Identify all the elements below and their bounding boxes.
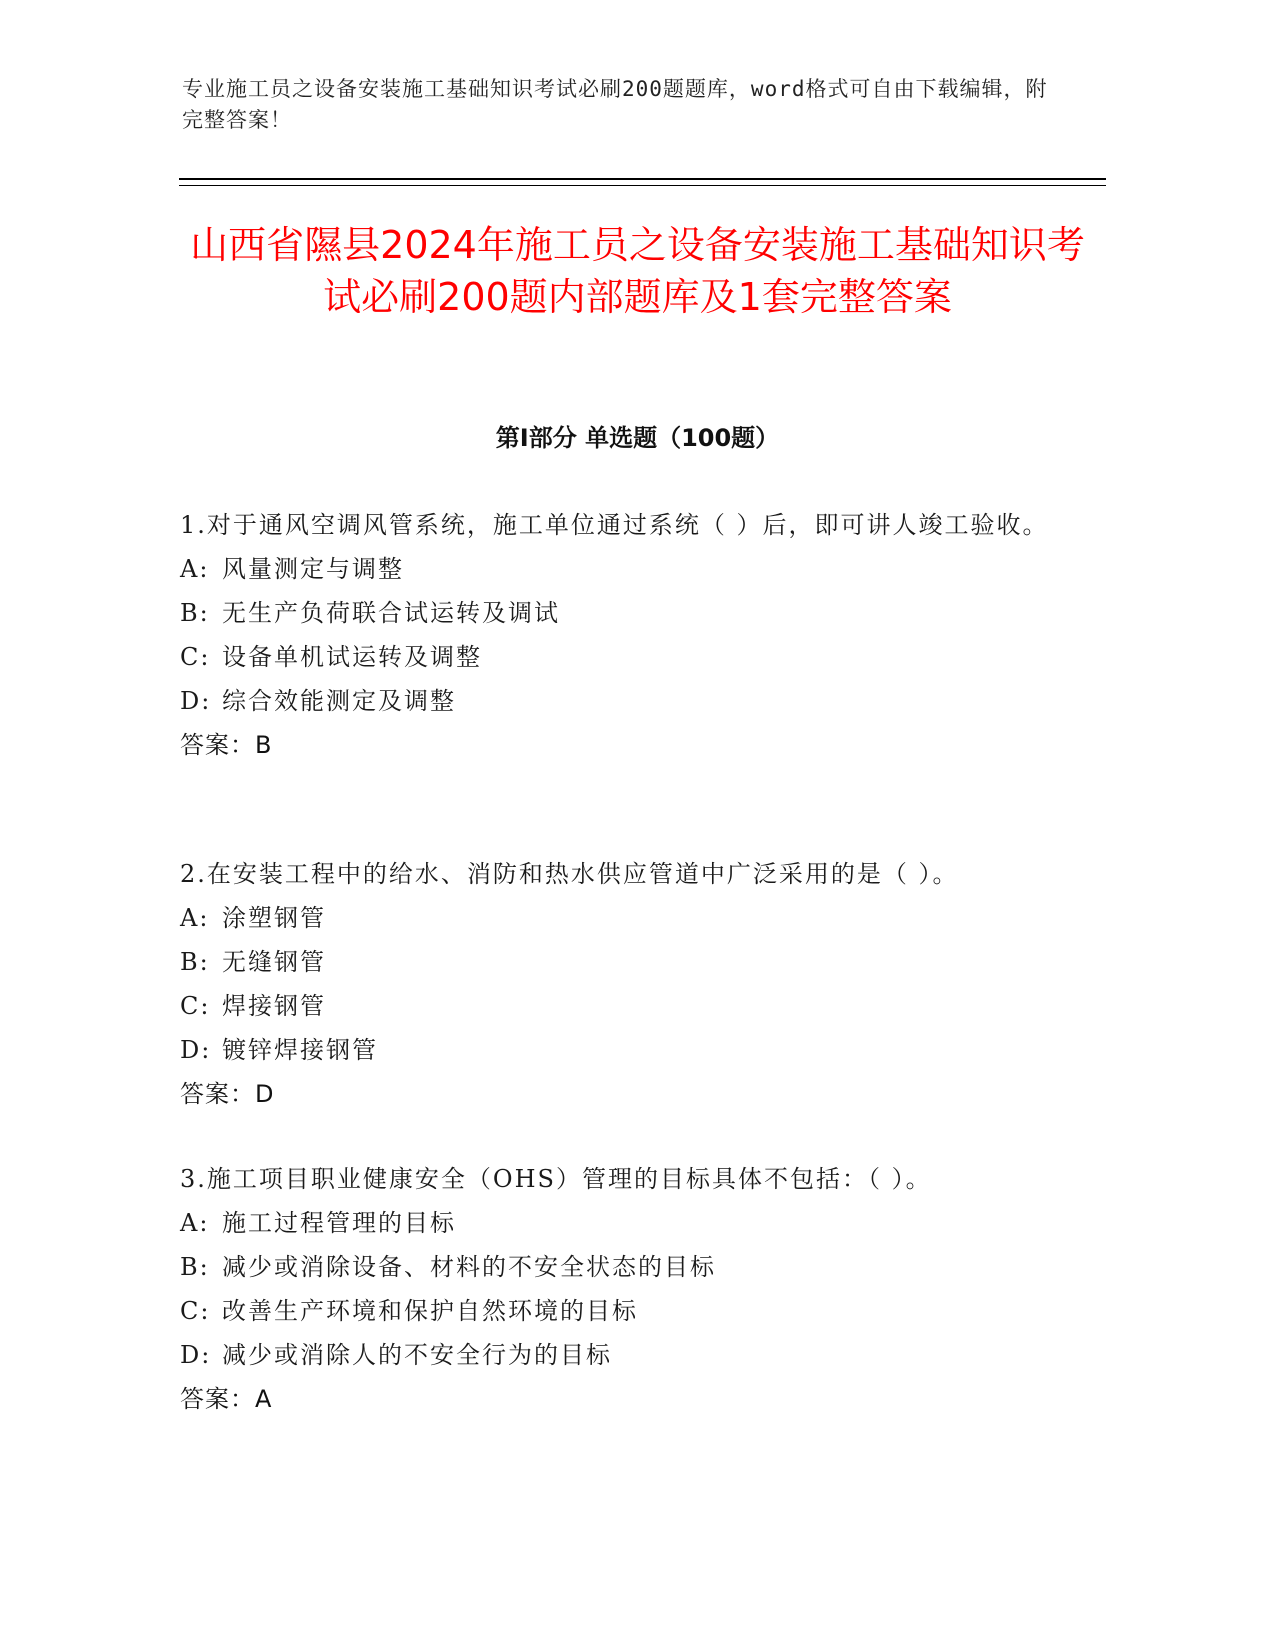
option-text: 涂塑钢管 — [222, 904, 326, 932]
option-key: B: — [180, 948, 210, 976]
option-key: A: — [180, 904, 210, 932]
option-d — [180, 679, 1060, 723]
option-text: 施工过程管理的目标 — [222, 1209, 456, 1237]
option-key: D: — [180, 687, 212, 715]
option-text: 风量测定与调整 — [222, 555, 404, 583]
option-key: B: — [180, 599, 210, 627]
option-d — [180, 1028, 1060, 1072]
option-key: A: — [180, 555, 210, 583]
option-text: 无缝钢管 — [222, 948, 326, 976]
question-2 — [180, 852, 1060, 1116]
option-b — [180, 591, 1060, 635]
option-b — [180, 940, 1060, 984]
option-text: 减少或消除设备、材料的不安全状态的目标 — [222, 1253, 716, 1281]
option-key: D: — [180, 1341, 212, 1369]
option-text: 综合效能测定及调整 — [222, 687, 456, 715]
option-a — [180, 896, 1060, 940]
question-1 — [180, 503, 1060, 767]
question-stem: 3.施工项目职业健康安全（OHS）管理的目标具体不包括：（ ）。 — [180, 1165, 932, 1193]
option-c — [180, 635, 1060, 679]
option-text: 设备单机试运转及调整 — [222, 643, 482, 671]
answer-line: 答案：D — [180, 1080, 275, 1108]
answer-line: 答案：A — [180, 1385, 273, 1413]
option-text: 无生产负荷联合试运转及调试 — [222, 599, 560, 627]
document-title: 山西省隰县2024年施工员之设备安装施工基础知识考试必刷200题内部题库及1套完整答案 — [190, 223, 1085, 319]
option-key: D: — [180, 1036, 212, 1064]
question-3 — [180, 1157, 1060, 1421]
header-note: 专业施工员之设备安装施工基础知识考试必刷200题题库，word格式可自由下载编辑，附完整答案！ — [182, 77, 1048, 132]
section-heading: 第Ⅰ部分 单选题（100题） — [495, 424, 780, 452]
option-key: A: — [180, 1209, 210, 1237]
option-text: 焊接钢管 — [222, 992, 326, 1020]
header-divider-thick — [179, 178, 1106, 180]
option-c — [180, 1289, 1060, 1333]
option-key: C: — [180, 992, 211, 1020]
header-divider-thin — [179, 185, 1106, 186]
option-key: C: — [180, 1297, 211, 1325]
option-text: 改善生产环境和保护自然环境的目标 — [222, 1297, 638, 1325]
option-key: B: — [180, 1253, 210, 1281]
option-text: 减少或消除人的不安全行为的目标 — [222, 1341, 612, 1369]
option-text: 镀锌焊接钢管 — [222, 1036, 378, 1064]
question-stem: 1.对于通风空调风管系统，施工单位通过系统（ ）后，即可讲人竣工验收。 — [180, 511, 1049, 539]
answer-line: 答案：B — [180, 731, 273, 759]
option-b — [180, 1245, 1060, 1289]
option-key: C: — [180, 643, 211, 671]
option-c — [180, 984, 1060, 1028]
option-d — [180, 1333, 1060, 1377]
question-stem: 2.在安装工程中的给水、消防和热水供应管道中广泛采用的是（ ）。 — [180, 860, 959, 888]
option-a — [180, 547, 1060, 591]
option-a — [180, 1201, 1060, 1245]
